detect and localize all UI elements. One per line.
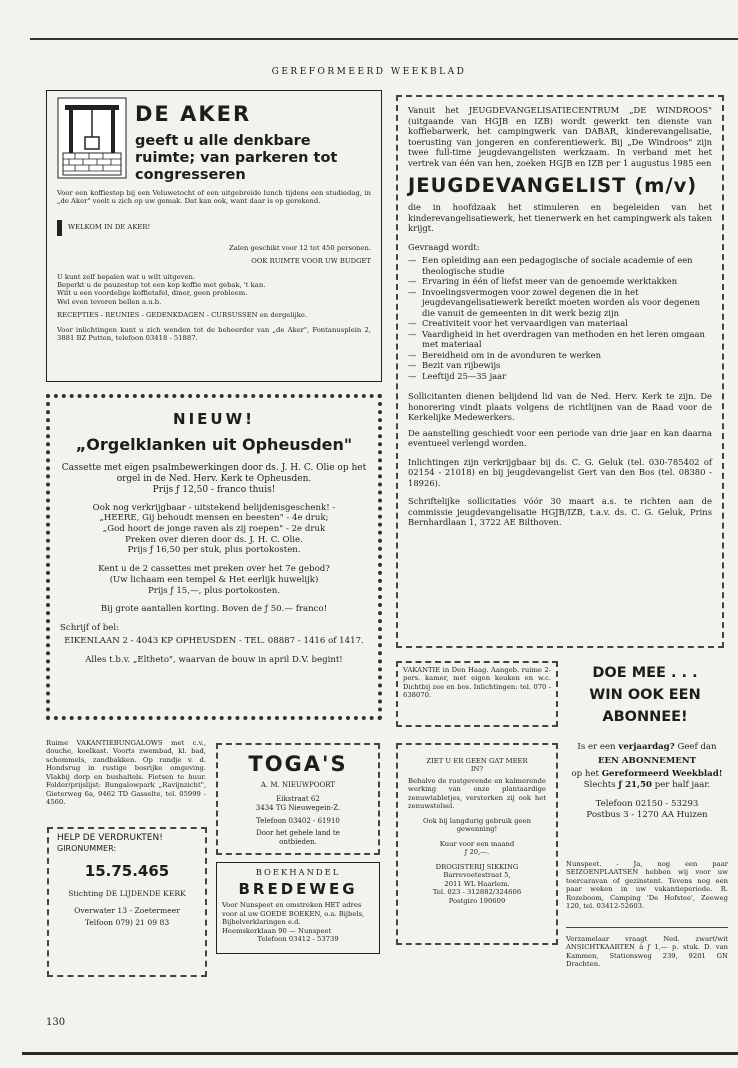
dash-bullet: — xyxy=(408,328,417,339)
aker-headline: geeft u alle denkbare ruimte; van parkeren tot congresseren xyxy=(135,133,338,184)
abo-l4c: per half jaar. xyxy=(654,780,711,791)
requirement-text: Vaardigheid in het overdragen van methoden en het leren omgaan met materiaal xyxy=(422,328,705,350)
doe-mee-l3: ABONNEE! xyxy=(602,709,688,726)
aker-budget-list xyxy=(57,273,371,307)
togas-addr1: Eikstraat 62 xyxy=(276,795,320,803)
sikking-q: ZIET U ER GEEN GAT MEER IN? xyxy=(426,757,528,774)
requirement-item xyxy=(408,360,712,371)
vac-intro: Vanuit het JEUGDEVANGELISATIECENTRUM „DE WINDROOS" (uitgaande van HGJB en IZB) wordt gewerkt ten dienste van koffiebarwerk, het campingwerk van DABAR, kinderevangelisatie, toerusting van jongeren en conferentiewerk. Bij „De Windroos" zijn twee full-time jeugdevangelisten werkzaam. In verband met het vertrek van één van hen, zoeken HGJB en IZB per 1 augustus 1985 een xyxy=(408,105,712,168)
dash-bullet: — xyxy=(408,255,417,266)
aker-l2: Beperkt u de pauzestop tot een kop koffie met gebak, 't kan. xyxy=(57,281,266,289)
ad-nunspeet xyxy=(566,860,728,922)
aker-welcome: WELKOM IN DE AKER! xyxy=(68,223,151,232)
help-giro: 15.75.465 xyxy=(84,862,170,881)
aker-budget: OOK RUIMTE VOOR UW BUDGET xyxy=(251,257,371,266)
requirement-item xyxy=(408,287,712,319)
abo-l4 xyxy=(566,780,728,791)
orgel-p3a: Kent u de 2 cassettes met preken over het 7e gebod? xyxy=(98,564,330,575)
bredeweg-text: Voor Nunspeet en omstreken HET adres voor al uw GOEDE BOEKEN, o.a. Bijbels, Bijbelverklaringen e.d. xyxy=(222,901,365,927)
ad-help-verdrukten xyxy=(47,827,207,977)
requirement-text: Bezit van rijbewijs xyxy=(422,360,501,371)
dash-bullet: — xyxy=(408,360,417,371)
ad-doe-mee xyxy=(566,662,724,732)
vakantie-haag-text: VAKANTIE in Den Haag. Aangeb. ruime 2-pers. kamer, met eigen keuken en w.c. Dichtbij zee en bos. Inlichtingen: tel. 070 - 638070. xyxy=(403,666,551,700)
orgel-cassettes xyxy=(60,564,368,596)
verzamelaar-text: Verzamelaar vraagt Ned. zwart/wit ANSICHTKAARTEN à ƒ 1,— p. stuk. D. van Kammen, Stationsweg 239, 9201 GN Drachten. xyxy=(566,935,728,969)
divider-rule xyxy=(566,927,728,928)
togas-addr2: 3434 TG Nieuwegein-Z. xyxy=(255,803,341,812)
togas-tel: Telefoon 03402 - 61910 xyxy=(256,816,340,825)
abo-l3a: op het xyxy=(571,769,599,780)
vac-p3: Inlichtingen zijn verkrijgbaar bij ds. C. G. Geluk (tel. 030-785402 of 02154 - 21018) en bij jeugdevangelist Gert van den Bos (tel. 08380 - 18926). xyxy=(408,456,712,488)
page-number: 130 xyxy=(46,1017,66,1028)
aker-logo: DE AKER xyxy=(135,102,252,126)
abo-l4a: Slechts xyxy=(583,780,616,791)
ad-bredeweg xyxy=(216,862,380,954)
orgel-p2a: Ook nog verkrijgbaar - uitstekend belijdenisgeschenk! - xyxy=(92,502,336,513)
requirement-text: Ervaring in één of liefst meer van de genoemde werktakken xyxy=(422,276,678,287)
dash-bullet: — xyxy=(408,318,417,329)
sikking-p3a: Kuur voor een maand xyxy=(439,839,515,848)
help-l2: GIRONUMMER: xyxy=(57,844,117,854)
bungalows-text: Ruime VAKANTIEBUNGALOWS met c.v., douche, koelkast. Voorts zwembad, kl. bad, schommels, zandbakken. Op randje v. d. Hondsrug in rustige bosrijke omgeving. Vlakbij dorp en bushaltels. Fietsen te huur. Folder/prijslijst: Bungalowpark „Ravijnzicht", Gieterweg 6a, 9462 TD Gasselte, tel. 05999 - 4560. xyxy=(46,739,206,807)
doe-mee-l1: DOE MEE . . . xyxy=(592,665,698,681)
nunspeet-text: Nunspeet. - Ja, nog een paar SEIZOENPLAATSEN hebben wij voor uw toercaravan of gezinstent. Tevens nog een paar weken in uw vakantieperiode. R. Rozeboom, Camping 'De Hofstee', Zeeweg 120, tel. 03412-52603. xyxy=(566,860,728,911)
help-l3: Stichting DE LIJDENDE KERK xyxy=(68,889,186,898)
bottom-rule xyxy=(22,1052,738,1055)
vac-asked: Gevraagd wordt: xyxy=(408,241,480,252)
dash-bullet: — xyxy=(408,276,417,287)
aker-halls: Zalen geschikt voor 12 tot 450 personen. xyxy=(229,243,371,252)
sikking-giro: Postgiro 190609 xyxy=(448,896,506,905)
aker-top xyxy=(57,97,371,185)
requirement-item xyxy=(408,276,712,287)
vac-p4: Schriftelijke sollicitaties vóór 30 maart a.s. te richten aan de commissie jeugdevangelisatie HGJB/IZB, t.a.v. ds. C. G. Geluk, Prins Bernhardlaan 1, 3722 AE Bilthoven. xyxy=(408,496,712,528)
help-l4: Overwater 13 - Zoetermeer xyxy=(74,906,180,916)
sikking-p2: Ook bij langdurig gebruik geen gewenning! xyxy=(423,816,531,834)
abo-l4b: ƒ 21,50 xyxy=(618,780,652,791)
aker-intro: Voor een koffiestop bij een Veluwetocht of een uitgebreide lunch tijdens een studiedag, in „de Aker" voelt u zich op uw gemak. Dat kan ook, want daar is op gerekend. xyxy=(57,188,371,206)
aker-welcome-row xyxy=(57,220,371,236)
sikking-addr2: 2011 WL Haarlem. xyxy=(444,879,510,888)
abo-l1a: Is er een xyxy=(577,742,616,752)
ad-togas xyxy=(216,743,380,855)
ad-sikking xyxy=(396,743,558,945)
ad-jeugdevangelist xyxy=(396,95,724,648)
ad-orgelklanken xyxy=(46,394,382,720)
requirement-text: Een opleiding aan een pedagogische of sociale academie of een theologische studie xyxy=(422,255,693,276)
running-header: GEREFORMEERD WEEKBLAD xyxy=(271,67,467,77)
togas-name: A. M. NIEUWPOORT xyxy=(260,781,336,790)
bredeweg-tel: Telefoon 03412 - 53739 xyxy=(257,935,339,944)
orgel-nieuw: NIEUW! xyxy=(173,410,255,428)
orgel-p2d: Preken over dieren door ds. J. H. C. Olie. xyxy=(125,534,303,545)
dash-bullet: — xyxy=(408,286,417,297)
abo-l2: EEN ABONNEMENT xyxy=(597,755,697,766)
requirement-text: Bereidheid om in de avonduren te werken xyxy=(422,349,601,360)
requirement-item xyxy=(408,255,712,276)
orgel-p7: Alles t.b.v. „Eltheto", waarvan de bouw in april D.V. begint! xyxy=(85,654,343,665)
help-l5: Telfoon 079) 21 09 83 xyxy=(84,917,170,927)
bredeweg-label: BOEKHANDEL xyxy=(255,867,341,877)
togas-note: Door het gehele land te ontbieden. xyxy=(256,829,340,846)
aker-contact: Voor inlichtingen kunt u zich wenden tot de beheerder van „de Aker", Fontanusplein 2, 3881 BZ Putten, telefoon 03418 - 51887. xyxy=(57,325,371,343)
vac-role: die in hoofdzaak het stimuleren en begeleiden van het kinderevangelisatiewerk, het tienerwerk en het campingwerk als taken krijgt. xyxy=(408,202,712,234)
orgel-p6: EIKENLAAN 2 - 4043 KP OPHEUSDEN - TEL. 08887 - 1416 of 1417. xyxy=(64,635,364,646)
bredeweg-name: BREDEWEG xyxy=(238,879,358,898)
aker-l3: Wilt u een voordelige koffietafel, diner, geen probleem. xyxy=(57,289,248,298)
abo-l1b: verjaardag? xyxy=(618,742,675,752)
requirement-item xyxy=(408,329,712,350)
top-rule xyxy=(30,38,738,40)
vac-p2: De aanstelling geschiedt voor een periode van drie jaar en kan daarna eventueel verlengd worden. xyxy=(408,427,712,449)
aker-l4: Wel even tevoren bellen a.u.b. xyxy=(57,297,162,306)
help-l1: HELP DE VERDRUKTEN! xyxy=(57,833,163,843)
vac-requirements-list xyxy=(408,255,712,381)
requirement-text: Creativiteit voor het vervaardigen van materiaal xyxy=(422,318,628,329)
sikking-p1: Behalve de rustgevende en kalmerende werking van onze plantaardige zenuwtabletjes, versterken zij ook het zenuwstelsel. xyxy=(408,776,546,811)
orgel-p3c: Prijs ƒ 15,—, plus portokosten. xyxy=(147,585,280,596)
abo-l6: Postbus 3 - 1270 AA Huizen xyxy=(586,809,708,820)
togas-title: TOGA'S xyxy=(248,752,348,776)
orgel-p3b: (Uw lichaam een tempel & Het eerlijk huwelijk) xyxy=(109,574,319,585)
requirement-item xyxy=(408,350,712,361)
sikking-tel: Tel. 023 - 312882/324606 xyxy=(432,888,522,897)
requirement-item xyxy=(408,318,712,329)
orgel-p2b: „HEERE, Gij behoudt mensen en beesten" - 4e druk; xyxy=(99,513,329,524)
ad-vakantie-haag xyxy=(396,661,558,727)
orgel-title: „Orgelklanken uit Opheusden" xyxy=(75,434,353,454)
sikking-p3b: ƒ 20,—. xyxy=(464,848,490,857)
requirement-text: Leeftijd 25—35 jaar xyxy=(422,370,507,381)
dash-bullet: — xyxy=(408,370,417,381)
well-icon xyxy=(57,97,127,179)
ad-abonnement xyxy=(566,742,728,852)
abo-l3 xyxy=(566,769,728,780)
doe-mee-l2: WIN OOK EEN xyxy=(589,687,701,704)
welcome-bar xyxy=(57,220,62,236)
bredeweg-addr: Heemskerklaan 90 — Nunspeet xyxy=(222,926,332,935)
requirement-text: Invoelingsvermogen voor zowel degenen die in het jeugdevangelisatiewerk bereikt moeten worden als voor degenen die vanuit de gemeenten in dit werk bezig zijn xyxy=(422,286,701,318)
ad-bungalows xyxy=(46,739,206,821)
abo-l5: Telefoon 02150 - 53293 xyxy=(595,798,699,809)
orgel-p2e: Prijs ƒ 16,50 per stuk, plus portokosten. xyxy=(127,545,301,556)
abo-l3b: Gereformeerd Weekblad! xyxy=(601,769,723,780)
aker-l1: U kunt zelf bepalen wat u wilt uitgeven. xyxy=(57,272,196,281)
ad-verzamelaar xyxy=(566,935,728,981)
orgel-preken xyxy=(60,503,368,557)
abo-l1 xyxy=(566,742,728,753)
sikking-name: DROGISTERIJ SIKKING xyxy=(435,862,519,871)
orgel-p2c: „God hoort de jonge raven als zij roepen" - 2e druk xyxy=(102,523,326,534)
orgel-p4: Bij grote aantallen korting. Boven de ƒ 50.— franco! xyxy=(100,604,328,615)
vac-p1: Sollicitanten dienen belijdend lid van de Ned. Herv. Kerk te zijn. De honorering vindt plaats volgens de richtlijnen van de Raad voor de Kerkelijke Medewerkers. xyxy=(408,391,712,423)
requirement-item xyxy=(408,371,712,382)
dash-bullet: — xyxy=(408,349,417,360)
abo-l1c: Geef dan xyxy=(677,742,717,752)
vac-title: JEUGDEVANGELIST (m/v) xyxy=(408,174,698,197)
sikking-addr1: Barrevoetestraat 5, xyxy=(443,871,511,880)
orgel-p1: Cassette met eigen psalmbewerkingen door ds. J. H. C. Olie op het orgel in de Ned. Herv. Kerk te Opheusden. xyxy=(61,462,367,484)
orgel-p1b: Prijs ƒ 12,50 - franco thuis! xyxy=(152,485,276,496)
ad-de-aker xyxy=(46,90,382,382)
aker-events: RECEPTIES - REUNIES - GEDENKDAGEN - CURSUSSEN en dergelijke. xyxy=(57,311,308,320)
orgel-p5: Schrijf of bel: xyxy=(60,623,119,634)
